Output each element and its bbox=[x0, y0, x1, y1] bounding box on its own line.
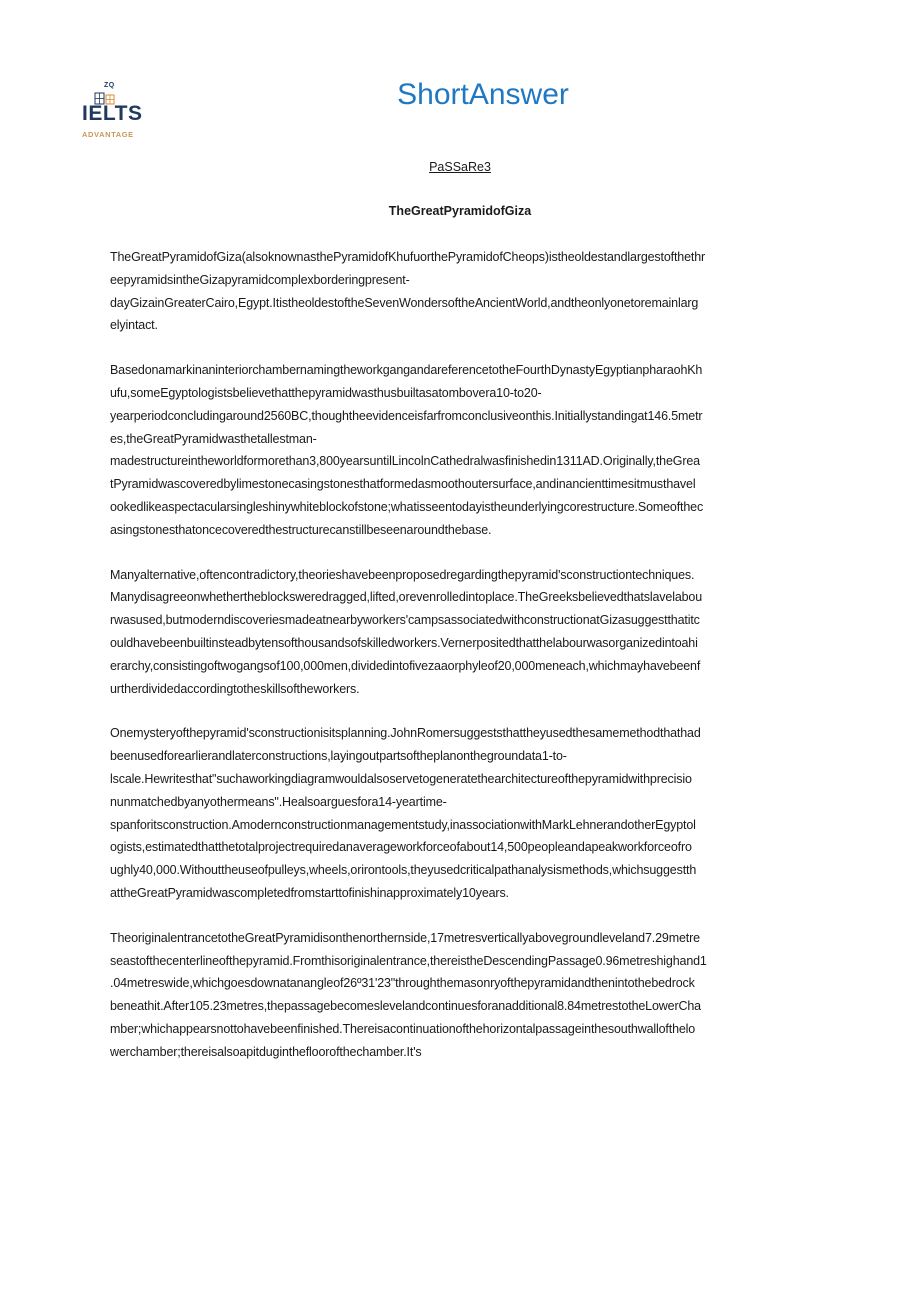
paragraph bbox=[110, 359, 810, 541]
page-title: ShortAnswer bbox=[397, 78, 569, 111]
text-line: ookedlikeaspectacularsingleshinywhiteblockofstone;whatisseentodayistheunderlyingcorestructure.Someofthec bbox=[110, 499, 704, 514]
text-line: TheoriginalentrancetotheGreatPyramidisonthenorthernside,17metresverticallyabovegroundleveland7.29metre bbox=[110, 930, 700, 945]
text-line: tPyramidwascoveredbylimestonecasingstonesthatformedasmoothoutersurface,andinancienttimesitmusthavel bbox=[110, 477, 696, 492]
logo-zq-text: ZQ bbox=[104, 82, 115, 89]
text-line: BasedonamarkinaninteriorchambernamingtheworkgangandareferencetotheFourthDynastyEgyptianpharaohKh bbox=[110, 363, 703, 378]
logo-ielts-text: IELTS bbox=[82, 102, 143, 125]
text-line: spanforitsconstruction.Amodernconstructionmanagementstudy,inassociationwithMarkLehnerandotherEgyptol bbox=[110, 817, 696, 832]
text-line: madestructureintheworldformorethan3,800yearsuntilLincolnCathedralwasfinishedin1311AD.Originally,theGrea bbox=[110, 454, 700, 469]
text-line: urtherdividedaccordingtotheskillsoftheworkers. bbox=[110, 681, 360, 696]
text-line: erarchy,consistingoftwogangsof100,000men,dividedintofivezaaorphyleof20,000meneach,whichmayhavebeenf bbox=[110, 658, 701, 673]
text-line: werchamber;thereisalsoapitduginthefloorofthechamber.It's bbox=[110, 1044, 422, 1059]
text-line: Manyalternative,oftencontradictory,theorieshavebeenproposedregardingthepyramid'sconstructiontechniques. bbox=[110, 567, 695, 582]
text-line: beenusedforearlierandlaterconstructions,layingoutpartsoftheplanonthegroundata1-to- bbox=[110, 749, 567, 764]
text-line: lscale.Hewritesthat"suchaworkingdiagramwouldalsoservetogeneratethearchitectureofthepyramidwithprecisio bbox=[110, 771, 692, 786]
text-line: dayGizainGreaterCairo,Egypt.ItistheoldestoftheSevenWondersoftheAncientWorld,andtheonlyonetoremainlarg bbox=[110, 295, 699, 310]
text-line: ouldhavebeenbuiltinsteadbytensofthousandsofskilledworkers.Vernerpositedthatthelabourwasorganizedintoahi bbox=[110, 635, 698, 650]
passage-body bbox=[110, 246, 810, 1086]
text-line: ogists,estimatedthatthetotalprojectrequiredanaverageworkforceofabout14,500peopleandapeakworkforceofro bbox=[110, 840, 692, 855]
text-line: .04metreswide,whichgoesdownatanangleof26º31'23"throughthemasonryofthepyramidandthenintothebedrock bbox=[110, 976, 695, 991]
text-line: Onemysteryofthepyramid'sconstructionisitsplanning.JohnRomersuggeststhattheyusedthesamemethodthathad bbox=[110, 726, 701, 741]
paragraph bbox=[110, 564, 810, 701]
text-line: TheGreatPyramidofGiza(alsoknownasthePyramidofKhufuorthePyramidofCheops)istheoldestandlargestofthethr bbox=[110, 250, 706, 264]
text-line: seastofthecenterlineofthepyramid.Fromthisoriginalentrance,thereistheDescendingPassage0.96metreshighand1 bbox=[110, 953, 707, 968]
paragraph bbox=[110, 722, 810, 904]
text-line: attheGreatPyramidwascompletedfromstarttofinishinapproximately10years. bbox=[110, 885, 509, 900]
text-line: yearperiodconcludingaround2560BC,thoughtheevidenceisfarfromconclusiveonthis.Initiallystandingat146.5metr bbox=[110, 408, 703, 423]
text-line: Manydisagreeonwhethertheblocksweredragged,lifted,orevenrolledintoplace.TheGreeksbelievedthatslavelabou bbox=[110, 590, 703, 605]
text-line: eepyramidsintheGizapyramidcomplexborderingpresent- bbox=[110, 272, 410, 287]
paragraph bbox=[110, 927, 810, 1064]
logo-advantage-text: ADVANTAGE bbox=[82, 130, 134, 139]
text-line: elyintact. bbox=[110, 318, 158, 333]
passage-heading: TheGreatPyramidofGiza bbox=[388, 204, 532, 218]
paragraph bbox=[110, 246, 810, 337]
text-line: rwasused,butmoderndiscoveriesmadeatnearbyworkers'campsassociatedwithconstructionatGizasuggestthatitc bbox=[110, 613, 700, 628]
text-line: beneathit.After105.23metres,thepassagebecomeslevelandcontinuesforanadditional8.84metrestotheLowerCha bbox=[110, 999, 701, 1014]
text-line: mber;whichappearsnottohavebeenfinished.Thereisacontinuationofthehorizontalpassageinthesouthwallofthelo bbox=[110, 1021, 696, 1036]
text-line: asingstonesthatoncecoveredthestructurecanstillbeseenaroundthebase. bbox=[110, 522, 492, 537]
text-line: ufu,someEgyptologistsbelievethatthepyramidwasthusbuiltasatombovera10-to20- bbox=[110, 385, 542, 400]
text-line: es,theGreatPyramidwasthetallestman- bbox=[110, 431, 317, 446]
text-line: nunmatchedbyanyothermeans".Healsoarguesfora14-yeartime- bbox=[110, 794, 447, 809]
text-line: ughly40,000.Withouttheuseofpulleys,wheels,orirontools,theyusedcriticalpathanalysismethods,whichsuggestth bbox=[110, 863, 697, 878]
passage-label: PaSSaRe3 bbox=[429, 160, 491, 174]
